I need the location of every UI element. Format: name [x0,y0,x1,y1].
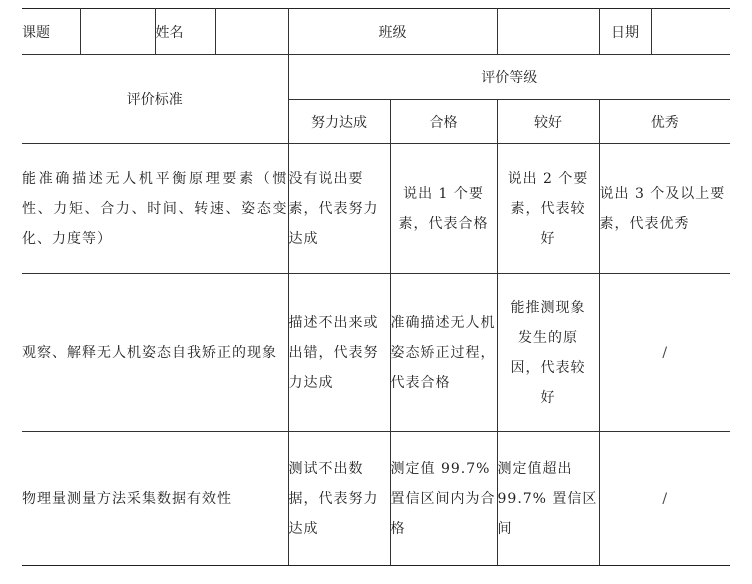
class-field[interactable] [497,9,599,55]
class-label: 班级 [288,9,497,55]
effort-cell: 描述不出来或出错，代表努力达成 [288,274,390,432]
criterion-cell: 观察、解释无人机姿态自我矫正的现象 [22,274,288,432]
levels-header: 评价等级 [288,55,730,100]
name-field[interactable] [215,9,288,55]
criteria-header: 评价标准 [22,55,288,144]
excellent-cell: 说出 3 个及以上要素，代表优秀 [599,144,730,274]
table-row [22,432,730,566]
excellent-cell: / [599,432,730,566]
effort-cell: 没有说出要素，代表努力达成 [288,144,390,274]
level-pass-header: 合格 [390,100,497,144]
info-row [22,9,730,55]
excellent-cell: / [599,274,730,432]
criterion-cell: 物理量测量方法采集数据有效性 [22,432,288,566]
topic-field[interactable] [80,9,155,55]
table-row [22,274,730,432]
good-cell: 测定值超出 99.7% 置信区间 [497,432,599,566]
effort-cell: 测试不出数据，代表努力达成 [288,432,390,566]
table-row [22,144,730,274]
date-label: 日期 [599,9,651,55]
pass-cell: 准确描述无人机姿态矫正过程，代表合格 [390,274,497,432]
pass-cell: 说出 1 个要素，代表合格 [390,144,497,274]
criterion-cell: 能准确描述无人机平衡原理要素（惯性、力矩、合力、时间、转速、姿态变化、力度等） [22,144,288,274]
level-good-header: 较好 [497,100,599,144]
good-cell: 说出 2 个要素，代表较好 [497,144,599,274]
date-field[interactable] [651,9,730,55]
good-cell: 能推测现象发生的原因，代表较好 [497,274,599,432]
topic-label: 课题 [22,9,80,55]
level-excellent-header: 优秀 [599,100,730,144]
pass-cell: 测定值 99.7% 置信区间内为合格 [390,432,497,566]
header-row-levels [22,55,730,100]
evaluation-table [22,8,730,566]
level-effort-header: 努力达成 [288,100,390,144]
name-label: 姓名 [155,9,215,55]
